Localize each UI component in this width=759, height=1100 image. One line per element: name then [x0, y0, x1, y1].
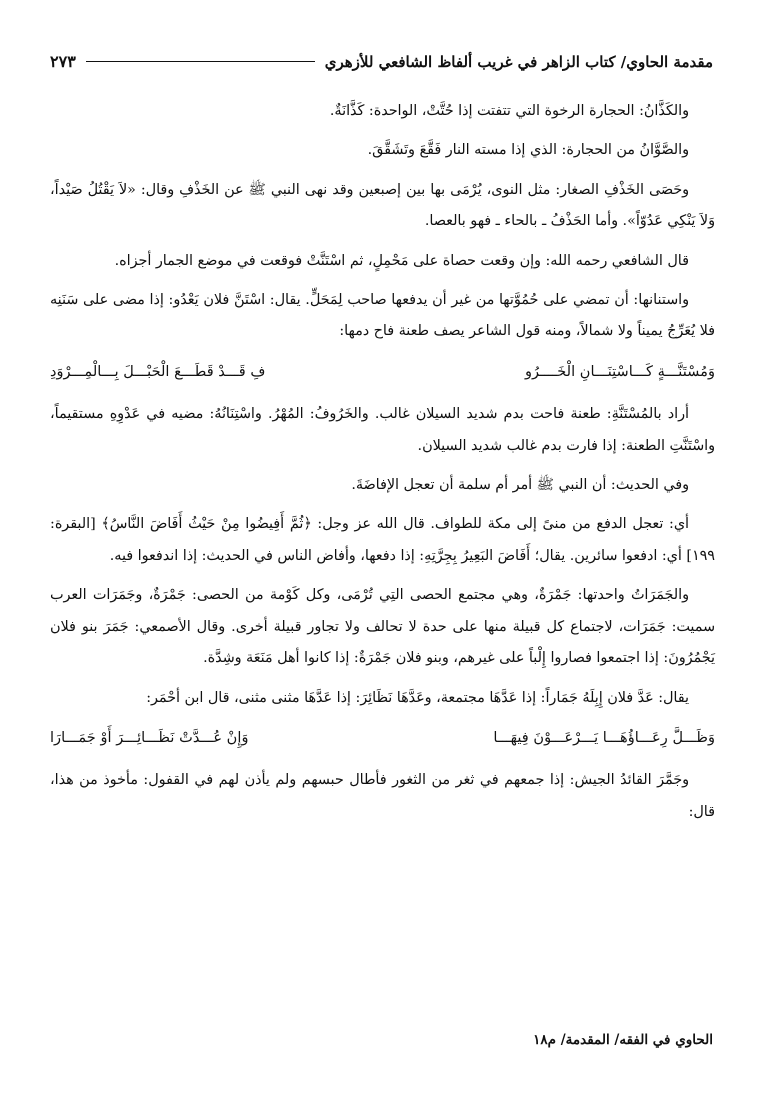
paragraph: يقال: عَدَّ فلان إِبِلَهُ جَمَاراً: إذا عَدَّهَا مجتمعة، وعَدَّهَا نَظَائِرَ: إذا عَدَّهَا مثنى مثنى، قال ابن أحْمَر: [146, 689, 689, 706]
paragraph: والصَّوَّانُ من الحجارة: الذي إذا مسته النار فَقَّعَ وتَشَقَّقَ. [367, 142, 689, 159]
paragraph: وجَمَّرَ القائدُ الجيش: إذا جمعهم في ثغر من الثغور فأطال حبسهم ولم يأذن لهم في القفول: مأخوذ من هذا، قال: [50, 772, 715, 820]
page-body [50, 96, 715, 836]
header-title: مقدمة الحاوي/ كتاب الزاهر في غريب ألفاظ الشافعي للأزهري [324, 52, 713, 71]
page-number: ٢٧٣ [50, 52, 76, 71]
page-footer: الحاوي في الفقه/ المقدمة/ م١٨ [533, 1032, 713, 1048]
header-rule [86, 61, 315, 62]
paragraph: والجَمَرَاتُ واحدتها: جَمْرَةٌ، وهي مجتمع الحصى التِي تُرْمَى، وكل كَوْمة من الحصى: جَمْرَةٌ، وجَمَرَات العرب سميت: جَمَرَات، لاجتماع كل قبيلة منها على حدة لا تحالف ولا تجاور قبيلة أخرى. وقال الأصمعي: جَمَرَ بنو فلان يَجْمُرُونَ: إذا اجتمعوا فصاروا إِلْباً على غيرهم، وبنو فلان جَمْرَةٌ: إذا كانوا أهل مَنَعَة وشِدَّة. [50, 587, 715, 667]
poetry-verse [50, 722, 715, 753]
verse-first-hemistich: وَمُسْتَنَّـــةٍ كَـــاسْتِنَـــانِ الْخَــــرُو [525, 362, 715, 380]
paragraph: قال الشافعي رحمه الله: وإن وقعت حصاة على مَحْمِلٍ، ثم اسْتَنَّتْ فوقعت في موضع الجمار أجزاه. [114, 252, 689, 269]
paragraph: أي: تعجل الدفع من منىً إلى مكة للطواف. قال الله عز وجل: ﴿ثُمَّ أَفِيضُوا مِنْ حَيْثُ أَفَاضَ النَّاسُ﴾ [البقرة: ١٩٩] أي: ادفعوا سائرين. يقال؛ أَفَاضَ البَعِيرُ بِجِرَّتِهِ: إذا دفعها، وأفاض الناس في الحديث: إذا اندفعوا فيه. [50, 516, 715, 564]
paragraph: أراد بالمُسْتَنَّةِ: طعنة فاحت بدم شديد السيلان غالب. والخَرُوفُ: المُهْرُ. واسْتِنَانُهُ: مضيه في عَدْوِهِ مستقيماً، واسْتَنَّتِ الطعنة: إذا فارت بدم غالب شديد السيلان. [50, 406, 715, 454]
running-header [50, 52, 713, 71]
verse-second-hemistich: وَإِنْ عُـــدَّتْ نَظَـــائِـــرَ أَوْ جَمَـــارَا [50, 728, 249, 746]
paragraph: والكَذَّانُ: الحجارة الرخوة التي تتفتت إذا حُتَّتْ، الواحدة: كَذَّانَةٌ. [329, 103, 689, 119]
verse-second-hemistich: فِ قَـــدْ قَطَـــعَ الْحَبْـــلَ بِـــالْمِـــرْوَدِ [50, 362, 266, 380]
paragraph: وفي الحديث: أن النبي ﷺ أمر أم سلمة أن تعجل الإفاضَةَ. [351, 477, 689, 494]
verse-first-hemistich: وَظَـــلَّ رِعَـــاؤُهَـــا يَـــرْعَـــوْنَ فِيهَـــا [493, 728, 715, 746]
paragraph: وحَصَى الخَذْفِ الصغار: مثل النوى، يُرْمَى بها بين إصبعين وقد نهى النبي ﷺ عن الخَذْفِ وقال: «لاَ يَقْتُلُ صَيْداً، وَلاَ يَنْكِي عَدُوّاً». وأما الحَذْفُ ـ بالحاء ـ فهو بالعصا. [50, 181, 715, 230]
paragraph: واستنانها: أن تمضي على حُمُوَّتها من غير أن يدفعها صاحب لِمَحَلٍّ. يقال: اسْتَنَّ فلان يَعْدُو: إذا مضى على سَنَنِه فلا يُعَرِّجُ يميناً ولا شمالاً، ومنه قول الشاعر يصف طعنة فاح دمها: [50, 292, 715, 340]
poetry-verse [50, 356, 715, 387]
